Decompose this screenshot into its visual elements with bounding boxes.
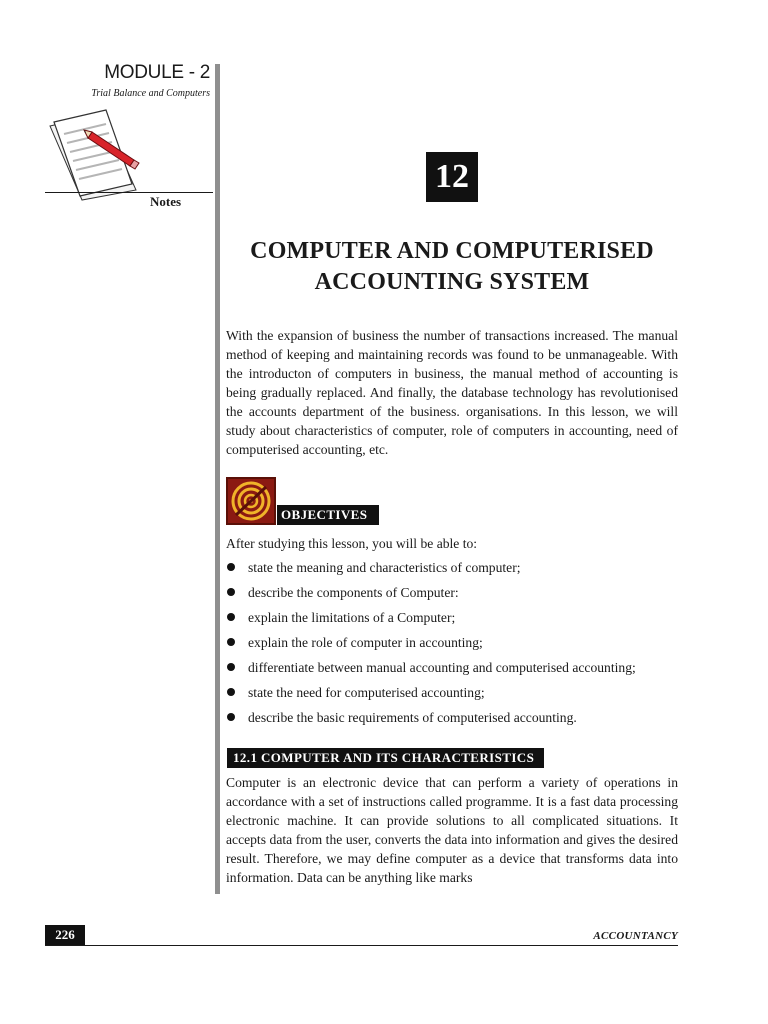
chapter-title-line-1: COMPUTER AND COMPUTERISED [250, 238, 654, 264]
objective-item: explain the limitations of a Computer; [226, 608, 686, 633]
notes-pencil-icon [40, 104, 150, 202]
objectives-intro: After studying this lesson, you will be able to: [226, 536, 478, 551]
chapter-title-line-2: ACCOUNTING SYSTEM [314, 269, 590, 295]
margin-rule [215, 64, 220, 894]
module-subtitle: Trial Balance and Computers [91, 88, 210, 99]
footer-subject: ACCOUNTANCY [593, 930, 678, 942]
objectives-list [226, 558, 686, 733]
chapter-number: 12 [426, 152, 478, 202]
module-label: MODULE - 2 [104, 62, 210, 83]
objectives-spiral-icon [226, 477, 276, 525]
objective-item: describe the components of Computer: [226, 583, 686, 608]
objective-item: explain the role of computer in accounting; [226, 633, 686, 658]
objectives-heading: OBJECTIVES [277, 505, 379, 525]
section-paragraph: Computer is an electronic device that can perform a variety of operations in accordance with a set of instructions called programme. It is a fast data processing electronic machine. It can provide solutions to all complicated situations. It accepts data from the user, converts the data into information and gives the desired result. Therefore, we may define computer as a device that transforms data into information. Data can be anything like marks [226, 775, 678, 885]
section-heading: 12.1 COMPUTER AND ITS CHARACTERISTICS [227, 748, 544, 768]
intro-paragraph: With the expansion of business the number of transactions increased. The manual method of keeping and maintaining records was found to be unmanageable. With the introducton of computers in business, the manual method of accounting is being gradually replaced. And finally, the database technology has revolutionised the accounts department of the business. organisations. In this lesson, we will study about characteristics of computer, role of computers in accounting, need of computerised accounting, etc. [226, 328, 678, 457]
footer-divider [45, 945, 678, 946]
page-number: 226 [45, 925, 85, 945]
notes-label: Notes [150, 194, 182, 209]
objective-item: differentiate between manual accounting and computerised accounting; [226, 658, 686, 683]
objective-item: describe the basic requirements of computerised accounting. [226, 708, 686, 733]
notes-divider [45, 192, 213, 193]
objective-item: state the meaning and characteristics of computer; [226, 558, 686, 583]
objective-item: state the need for computerised accounting; [226, 683, 686, 708]
chapter-title [228, 236, 676, 298]
